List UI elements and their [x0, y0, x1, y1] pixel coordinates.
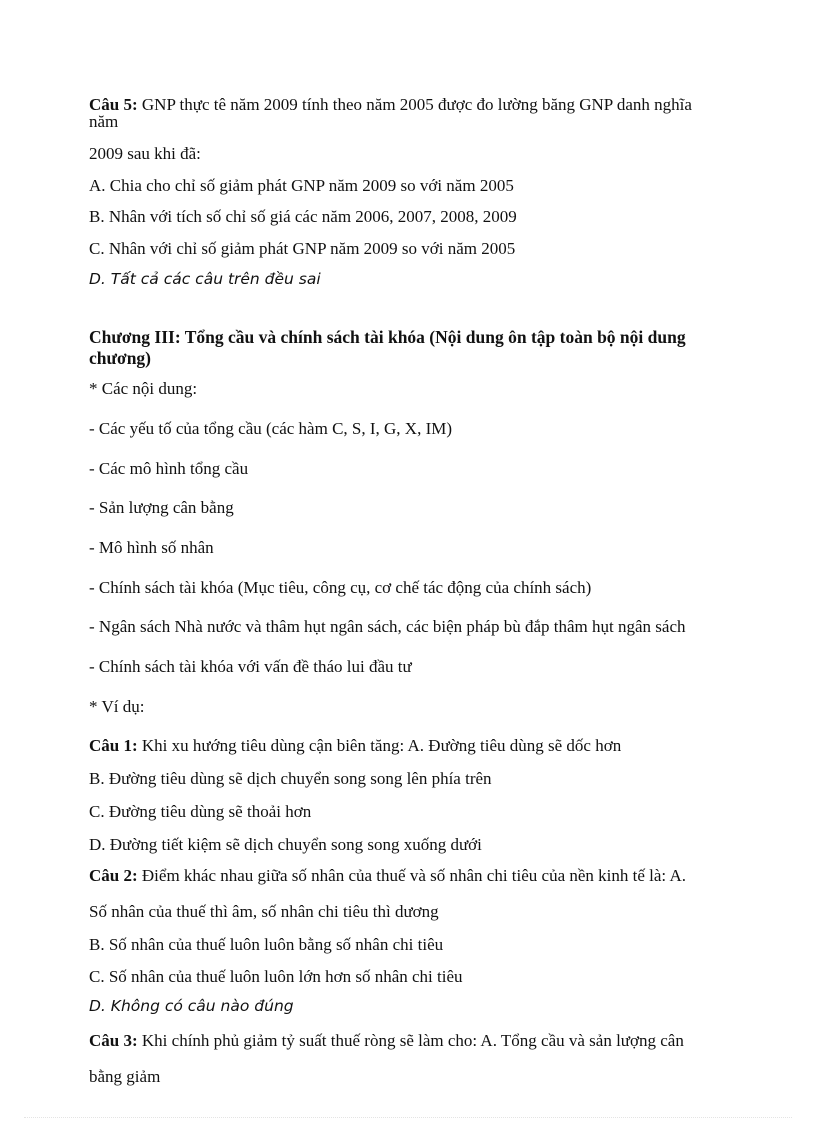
q5-label: Câu 5:	[89, 95, 138, 114]
q2-option-c: C. Số nhân của thuế luôn luôn lớn hơn số nhân chi tiêu	[89, 967, 463, 986]
q2-option-d: D. Không có câu nào đúng	[89, 997, 294, 1015]
q3-line2: bằng giảm	[89, 1067, 161, 1086]
content-item: - Các yếu tố của tổng cầu (các hàm C, S, I, G, X, IM)	[89, 419, 453, 438]
content-item: - Chính sách tài khóa với vấn đề tháo lui đầu tư	[89, 657, 412, 676]
chapter-title-line1: Chương III: Tổng cầu và chính sách tài khóa (Nội dung ôn tập toàn bộ nội dung	[89, 327, 686, 347]
q2-option-b: B. Số nhân của thuế luôn luôn bằng số nhân chi tiêu	[89, 935, 444, 954]
q5-line1-wrap: năm	[89, 112, 119, 131]
content-item: - Các mô hình tổng cầu	[89, 459, 249, 478]
q1-option-c: C. Đường tiêu dùng sẽ thoải hơn	[89, 802, 312, 821]
q2-line1	[89, 867, 686, 884]
q1-option-d: D. Đường tiết kiệm sẽ dịch chuyển song song xuống dưới	[89, 835, 482, 854]
content-item: - Sản lượng cân bằng	[89, 498, 234, 517]
content-item: - Chính sách tài khóa (Mục tiêu, công cụ, cơ chế tác động của chính sách)	[89, 578, 592, 597]
q5-line2: 2009 sau khi đã:	[89, 144, 201, 163]
q5-option-d: D. Tất cả các câu trên đều sai	[89, 270, 321, 288]
q5-option-b: B. Nhân với tích số chỉ số giá các năm 2006, 2007, 2008, 2009	[89, 207, 517, 226]
q3-line1	[89, 1032, 684, 1049]
q1-label: Câu 1:	[89, 736, 138, 755]
q3-label: Câu 3:	[89, 1031, 138, 1050]
content-item: - Ngân sách Nhà nước và thâm hụt ngân sách, các biện pháp bù đắp thâm hụt ngân sách	[89, 617, 686, 636]
q1-text: Khi xu hướng tiêu dùng cận biên tăng: A. Đường tiêu dùng sẽ dốc hơn	[141, 736, 622, 755]
q5-option-a: A. Chia cho chỉ số giảm phát GNP năm 2009 so với năm 2005	[89, 176, 514, 195]
q5-line1	[89, 96, 692, 113]
q3-text: Khi chính phủ giảm tỷ suất thuế ròng sẽ làm cho: A. Tổng cầu và sản lượng cân	[141, 1031, 684, 1050]
q2-label: Câu 2:	[89, 866, 138, 885]
content-item: - Mô hình số nhân	[89, 538, 214, 557]
q2-text: Điểm khác nhau giữa số nhân của thuế và số nhân chi tiêu của nền kinh tế là: A.	[141, 866, 686, 885]
page-bottom-divider	[24, 1117, 792, 1118]
examples-heading: * Ví dụ:	[89, 697, 145, 716]
q1-line1	[89, 737, 621, 754]
q5-option-c: C. Nhân với chỉ số giảm phát GNP năm 2009 so với năm 2005	[89, 239, 516, 258]
chapter-title-line2: chương)	[89, 348, 152, 368]
q1-option-b: B. Đường tiêu dùng sẽ dịch chuyển song song lên phía trên	[89, 769, 492, 788]
contents-heading: * Các nội dung:	[89, 379, 198, 398]
q5-text: GNP thực tê năm 2009 tính theo năm 2005 được đo lường băng GNP danh nghĩa	[141, 95, 692, 114]
q2-line2: Số nhân của thuế thì âm, số nhân chi tiêu thì dương	[89, 902, 439, 921]
